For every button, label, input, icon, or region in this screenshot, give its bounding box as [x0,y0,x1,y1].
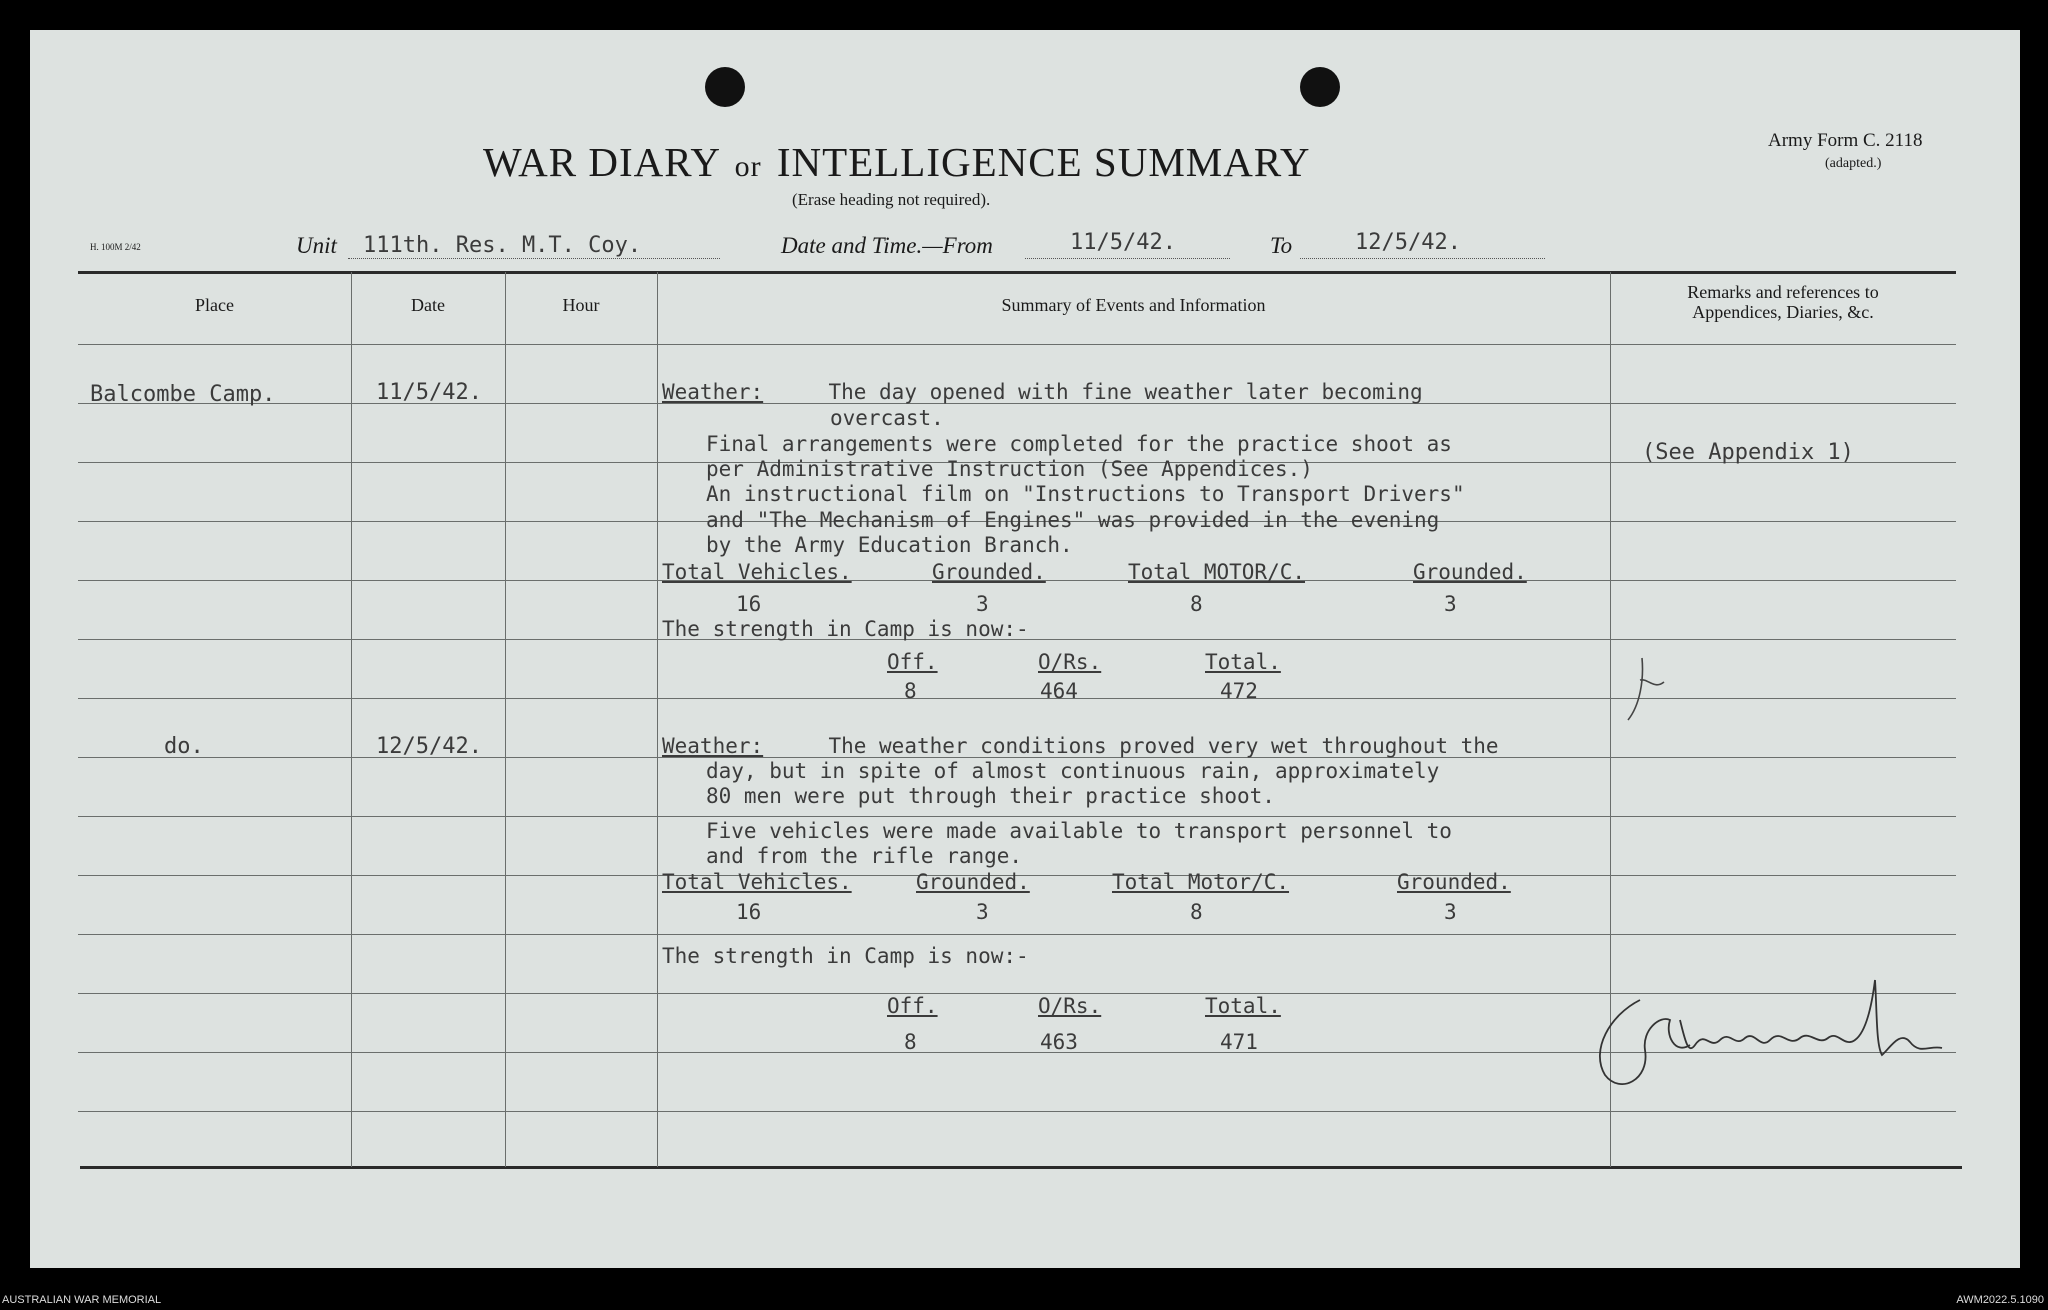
date-from-value: 11/5/42. [1070,230,1176,255]
entry1-date: 11/5/42. [376,380,482,405]
entry1-place: Balcombe Camp. [90,382,276,407]
entry1-weather-label: Weather: [662,380,764,404]
print-code: H. 100M 2/42 [90,242,141,252]
column-header-remarks-line2: Appendices, Diaries, &c. [1692,302,1874,322]
date-to-value: 12/5/42. [1355,230,1461,255]
column-divider-date [505,272,506,1167]
column-divider-place [351,272,352,1167]
subtitle: (Erase heading not required). [792,190,991,209]
table-bottom-rule [80,1166,1962,1169]
entry1-summary-line-2: overcast. [830,406,944,430]
entry2-vehicles-header: Grounded. [916,870,1030,894]
footer-accession-number: AWM2022.5.1090 [1956,1294,2044,1306]
entry1-vehicles-header: Grounded. [1413,560,1527,584]
unit-dotted-line [348,258,720,259]
ruled-line [78,1111,1956,1112]
ruled-line [78,934,1956,935]
entry1-strength-value: 464 [1040,679,1078,703]
date-to-label: To [1270,233,1293,258]
entry2-summary-line-5: and from the rifle range. [706,844,1023,868]
entry1-vehicles-value: 3 [976,592,989,616]
entry2-vehicles-value: 3 [1444,900,1457,924]
header-rule [78,344,1956,345]
entry2-strength-label: The strength in Camp is now:- [662,944,1029,968]
entry1-strength-header: Off. [887,650,938,674]
entry1-strength-header: O/Rs. [1038,650,1102,674]
entry2-vehicles-header: Grounded. [1397,870,1511,894]
entry2-summary-line-1 [662,734,1499,758]
entry1-vehicles-header: Total Vehicles. [662,560,852,584]
entry1-vehicles-value: 3 [1444,592,1457,616]
entry1-strength-header: Total. [1205,650,1281,674]
entry1-vehicles-header: Grounded. [932,560,1046,584]
date-from-dotted-line [1025,258,1230,259]
form-adapted: (adapted.) [1825,156,1882,171]
signature [1570,960,1950,1110]
entry1-summary-line-1 [662,380,1423,404]
date-from-label: Date and Time.—From [781,233,993,258]
page-title: WAR DIARY or INTELLIGENCE SUMMARY [483,139,1311,185]
entry1-strength-value: 472 [1220,679,1258,703]
entry1-summary-line-3: Final arrangements were completed for the practice shoot as [706,432,1452,456]
entry2-weather-label: Weather: [662,734,764,758]
column-divider-hour [657,272,658,1167]
entry1-summary-line-5: An instructional film on "Instructions to Transport Drivers" [706,482,1465,506]
entry2-summary-line-4: Five vehicles were made available to transport personnel to [706,819,1452,843]
entry2-vehicles-value: 8 [1190,900,1203,924]
entry2-vehicles-value: 16 [736,900,762,924]
ruled-line [78,816,1956,817]
column-header-summary: Summary of Events and Information [1001,295,1266,315]
form-number: Army Form C. 2118 [1768,130,1923,151]
entry2-strength-header: O/Rs. [1038,994,1102,1018]
column-header-remarks-line1: Remarks and references to [1687,282,1879,302]
entry1-strength-label: The strength in Camp is now:- [662,617,1029,641]
column-header-date: Date [411,295,445,315]
entry1-vehicles-value: 8 [1190,592,1203,616]
entry2-weather-text: The weather conditions proved very wet throughout the [828,734,1499,758]
unit-label: Unit [296,233,337,258]
entry1-vehicles-value: 16 [736,592,762,616]
entry1-vehicles-header: Total MOTOR/C. [1128,560,1306,584]
entry2-summary-line-2: day, but in spite of almost continuous rain, approximately [706,759,1440,783]
entry2-vehicles-value: 3 [976,900,989,924]
entry2-vehicles-header: Total Motor/C. [1112,870,1290,894]
punch-hole-right [1300,67,1340,107]
diary-page [30,30,2020,1268]
entry2-strength-value: 8 [904,1030,917,1054]
entry2-strength-value: 471 [1220,1030,1258,1054]
entry1-summary-line-7: by the Army Education Branch. [706,533,1073,557]
entry2-date: 12/5/42. [376,734,482,759]
entry2-strength-header: Total. [1205,994,1281,1018]
unit-value: 111th. Res. M.T. Coy. [363,233,642,258]
entry1-strength-value: 8 [904,679,917,703]
entry2-place: do. [164,734,204,759]
column-header-hour: Hour [562,295,600,315]
entry1-summary-line-6: and "The Mechanism of Engines" was provided in the evening [706,508,1440,532]
entry1-summary-line-4: per Administrative Instruction (See Appendices.) [706,457,1313,481]
initials-mark [1620,650,1680,730]
footer-archive-name: AUSTRALIAN WAR MEMORIAL [2,1294,162,1306]
entry2-vehicles-header: Total Vehicles. [662,870,852,894]
entry2-strength-value: 463 [1040,1030,1078,1054]
table-top-rule [78,271,1956,274]
punch-hole-left [705,67,745,107]
entry1-weather-text: The day opened with fine weather later becoming [828,380,1423,404]
date-to-dotted-line [1300,258,1545,259]
entry2-summary-line-3: 80 men were put through their practice shoot. [706,784,1275,808]
column-header-place: Place [195,295,234,315]
entry2-strength-header: Off. [887,994,938,1018]
entry1-remark: (See Appendix 1) [1642,440,1854,465]
